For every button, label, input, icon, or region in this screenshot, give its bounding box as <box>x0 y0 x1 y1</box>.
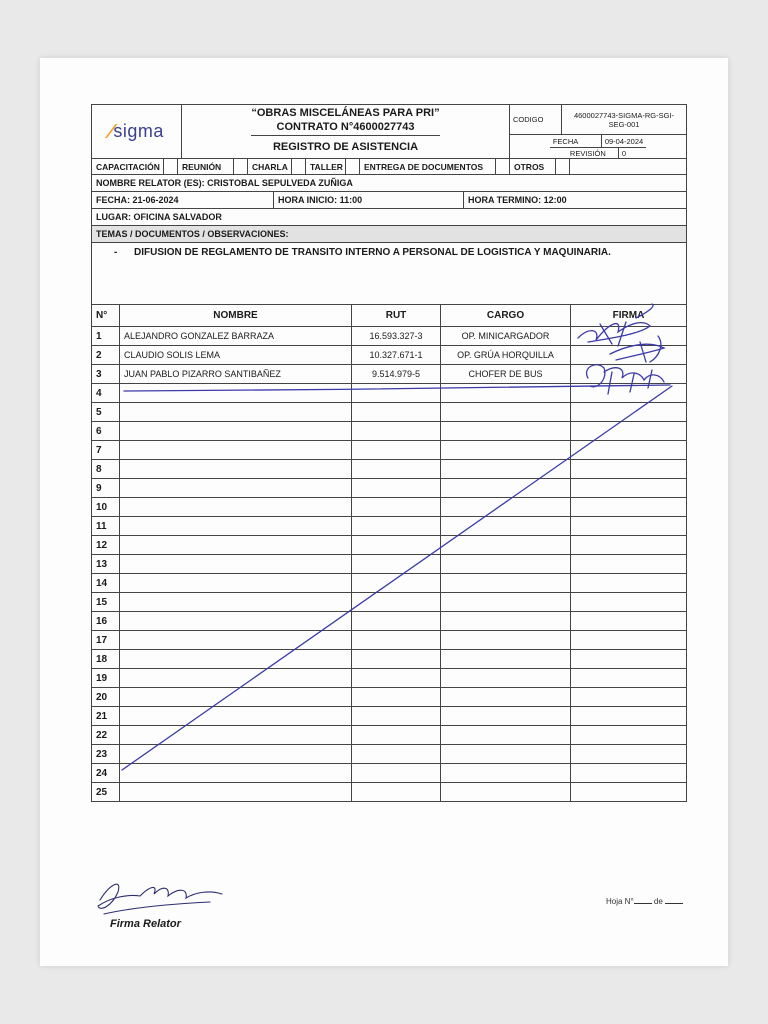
revision-value: 0 <box>621 148 627 158</box>
row-firma[interactable] <box>571 327 686 345</box>
row-firma[interactable] <box>571 669 686 687</box>
row-rut: 10.327.671-1 <box>352 346 441 364</box>
table-row <box>92 422 686 441</box>
attendance-rows <box>92 327 686 802</box>
row-number: 18 <box>92 650 120 668</box>
row-firma[interactable] <box>571 764 686 782</box>
row-nombre: CLAUDIO SOLIS LEMA <box>120 346 352 364</box>
logo-text: sigma <box>113 121 164 141</box>
row-number: 12 <box>92 536 120 554</box>
row-rut <box>352 612 441 630</box>
table-row <box>92 384 686 403</box>
row-number: 6 <box>92 422 120 440</box>
row-number: 3 <box>92 365 120 383</box>
row-number: 1 <box>92 327 120 345</box>
row-firma[interactable] <box>571 517 686 535</box>
form-header <box>92 105 686 159</box>
table-row <box>92 726 686 745</box>
row-firma[interactable] <box>571 460 686 478</box>
row-cargo <box>441 612 571 630</box>
row-nombre <box>120 555 352 573</box>
row-rut <box>352 460 441 478</box>
table-row <box>92 783 686 802</box>
table-row <box>92 460 686 479</box>
row-cargo <box>441 441 571 459</box>
page-number-field <box>606 895 683 906</box>
document-title: “OBRAS MISCELÁNEAS PARA PRI” <box>251 107 440 119</box>
row-firma[interactable] <box>571 403 686 421</box>
row-number: 22 <box>92 726 120 744</box>
row-rut <box>352 783 441 801</box>
row-nombre <box>120 593 352 611</box>
location-row <box>92 209 686 226</box>
col-rut: RUT <box>352 305 441 326</box>
row-number: 20 <box>92 688 120 706</box>
row-firma[interactable] <box>571 650 686 668</box>
end-time: HORA TERMINO: 12:00 <box>468 195 567 205</box>
row-nombre <box>120 460 352 478</box>
row-nombre <box>120 631 352 649</box>
row-cargo <box>441 574 571 592</box>
row-rut <box>352 498 441 516</box>
row-number: 21 <box>92 707 120 725</box>
row-number: 13 <box>92 555 120 573</box>
topic-item: DIFUSION DE REGLAMENTO DE TRANSITO INTERNO A PERSONAL DE LOGISTICA Y MAQUINARIA. <box>134 247 611 258</box>
table-row <box>92 593 686 612</box>
row-rut <box>352 707 441 725</box>
row-nombre <box>120 669 352 687</box>
row-number: 10 <box>92 498 120 516</box>
topic-bullet: - <box>114 247 118 258</box>
row-nombre <box>120 574 352 592</box>
row-rut <box>352 517 441 535</box>
row-firma[interactable] <box>571 688 686 706</box>
type-capacitacion: CAPACITACIÓN <box>92 159 164 174</box>
row-rut <box>352 422 441 440</box>
row-nombre <box>120 384 352 402</box>
firma-relator-label: Firma Relator <box>110 918 181 930</box>
checkbox-charla[interactable] <box>292 159 306 174</box>
row-rut <box>352 479 441 497</box>
row-nombre <box>120 517 352 535</box>
row-cargo <box>441 650 571 668</box>
row-cargo <box>441 745 571 763</box>
row-cargo <box>441 536 571 554</box>
row-number: 16 <box>92 612 120 630</box>
date-time-row <box>92 192 686 209</box>
col-num: N° <box>92 305 120 326</box>
row-rut <box>352 688 441 706</box>
row-nombre <box>120 403 352 421</box>
row-nombre <box>120 783 352 801</box>
codigo-label: CODIGO <box>510 105 562 134</box>
row-number: 5 <box>92 403 120 421</box>
revision-label: REVISIÓN <box>567 148 619 158</box>
checkbox-capacitacion[interactable] <box>164 159 178 174</box>
table-row <box>92 745 686 764</box>
row-rut <box>352 555 441 573</box>
row-number: 25 <box>92 783 120 801</box>
table-row <box>92 517 686 536</box>
otros-blank <box>570 159 686 174</box>
row-firma[interactable] <box>571 707 686 725</box>
row-firma[interactable] <box>571 745 686 763</box>
row-firma[interactable] <box>571 441 686 459</box>
col-cargo: CARGO <box>441 305 571 326</box>
col-firma: FIRMA <box>612 310 645 321</box>
row-nombre <box>120 441 352 459</box>
hoja-blank[interactable] <box>634 895 652 904</box>
row-firma[interactable] <box>571 593 686 611</box>
row-rut <box>352 669 441 687</box>
row-rut <box>352 536 441 554</box>
table-row <box>92 498 686 517</box>
table-row <box>92 707 686 726</box>
row-rut <box>352 745 441 763</box>
table-row <box>92 479 686 498</box>
table-row <box>92 441 686 460</box>
fecha-label: FECHA <box>550 135 602 147</box>
row-firma[interactable] <box>571 422 686 440</box>
location: LUGAR: OFICINA SALVADOR <box>96 212 222 222</box>
row-cargo: OP. MINICARGADOR <box>441 327 571 345</box>
row-cargo <box>441 631 571 649</box>
type-entrega: ENTREGA DE DOCUMENTOS <box>360 159 496 174</box>
table-row <box>92 346 686 365</box>
title-block <box>182 105 510 158</box>
table-row <box>92 536 686 555</box>
row-cargo: CHOFER DE BUS <box>441 365 571 383</box>
row-nombre <box>120 764 352 782</box>
checkbox-taller[interactable] <box>346 159 360 174</box>
row-number: 15 <box>92 593 120 611</box>
contract-number: CONTRATO N°4600027743 <box>276 121 415 133</box>
company-logo <box>92 105 182 158</box>
row-rut <box>352 650 441 668</box>
fecha-value: 09-04-2024 <box>604 136 644 146</box>
row-cargo <box>441 403 571 421</box>
row-rut <box>352 403 441 421</box>
row-firma[interactable] <box>571 384 686 402</box>
checkbox-entrega[interactable] <box>496 159 510 174</box>
row-rut <box>352 384 441 402</box>
row-rut <box>352 764 441 782</box>
row-cargo <box>441 688 571 706</box>
row-firma[interactable] <box>571 612 686 630</box>
col-nombre: NOMBRE <box>120 305 352 326</box>
de-label: de <box>653 897 663 906</box>
row-nombre <box>120 479 352 497</box>
type-otros: OTROS <box>510 159 556 174</box>
row-cargo <box>441 498 571 516</box>
row-cargo <box>441 384 571 402</box>
row-cargo <box>441 726 571 744</box>
row-nombre <box>120 498 352 516</box>
type-reunion: REUNIÓN <box>178 159 234 174</box>
table-row <box>92 403 686 422</box>
row-nombre: JUAN PABLO PIZARRO SANTIBAÑEZ <box>120 365 352 383</box>
row-firma[interactable] <box>571 726 686 744</box>
type-taller: TALLER <box>306 159 346 174</box>
table-row <box>92 574 686 593</box>
row-cargo <box>441 460 571 478</box>
row-nombre <box>120 650 352 668</box>
checkbox-otros[interactable] <box>556 159 570 174</box>
row-firma[interactable] <box>571 783 686 801</box>
relator-name: NOMBRE RELATOR (ES): CRISTOBAL SEPULVEDA ZUÑIGA <box>96 178 353 188</box>
row-number: 24 <box>92 764 120 782</box>
row-number: 2 <box>92 346 120 364</box>
attendance-form <box>91 104 687 802</box>
row-number: 8 <box>92 460 120 478</box>
session-date: FECHA: 21-06-2024 <box>92 192 274 208</box>
form-subtitle: REGISTRO DE ASISTENCIA <box>272 141 419 153</box>
row-rut: 9.514.979-5 <box>352 365 441 383</box>
row-cargo <box>441 422 571 440</box>
row-firma[interactable] <box>571 555 686 573</box>
row-cargo <box>441 517 571 535</box>
table-row <box>92 764 686 783</box>
checkbox-reunion[interactable] <box>234 159 248 174</box>
table-row <box>92 365 686 384</box>
row-nombre <box>120 707 352 725</box>
row-nombre <box>120 536 352 554</box>
row-nombre <box>120 688 352 706</box>
topics-row <box>92 243 686 305</box>
activity-type-row <box>92 159 686 175</box>
table-row <box>92 555 686 574</box>
row-firma[interactable] <box>571 631 686 649</box>
table-row <box>92 327 686 346</box>
row-firma[interactable] <box>571 498 686 516</box>
row-firma[interactable] <box>571 574 686 592</box>
row-number: 23 <box>92 745 120 763</box>
row-firma[interactable] <box>571 536 686 554</box>
row-rut <box>352 726 441 744</box>
row-nombre <box>120 745 352 763</box>
row-number: 7 <box>92 441 120 459</box>
table-row <box>92 669 686 688</box>
de-blank[interactable] <box>665 895 683 904</box>
row-number: 9 <box>92 479 120 497</box>
type-charla: CHARLA <box>248 159 292 174</box>
table-row <box>92 631 686 650</box>
row-firma[interactable] <box>571 346 686 364</box>
row-number: 14 <box>92 574 120 592</box>
codigo-value: 4600027743-SIGMA-RG-SGI-SEG-001 <box>573 110 675 129</box>
relator-row <box>92 175 686 192</box>
row-cargo <box>441 669 571 687</box>
table-row <box>92 688 686 707</box>
row-number: 4 <box>92 384 120 402</box>
row-cargo <box>441 555 571 573</box>
row-number: 11 <box>92 517 120 535</box>
row-cargo <box>441 783 571 801</box>
row-firma[interactable] <box>571 479 686 497</box>
row-firma[interactable] <box>571 365 686 383</box>
row-nombre <box>120 612 352 630</box>
row-number: 19 <box>92 669 120 687</box>
row-cargo <box>441 707 571 725</box>
row-number: 17 <box>92 631 120 649</box>
row-rut <box>352 593 441 611</box>
document-meta <box>510 105 686 158</box>
row-rut <box>352 631 441 649</box>
row-cargo <box>441 593 571 611</box>
row-nombre <box>120 726 352 744</box>
table-row <box>92 612 686 631</box>
topics-label: TEMAS / DOCUMENTOS / OBSERVACIONES: <box>96 229 289 239</box>
row-rut: 16.593.327-3 <box>352 327 441 345</box>
table-row <box>92 650 686 669</box>
row-rut <box>352 574 441 592</box>
row-rut <box>352 441 441 459</box>
table-header <box>92 305 686 327</box>
topics-header-row <box>92 226 686 243</box>
hoja-label: Hoja N° <box>606 897 634 906</box>
row-cargo <box>441 764 571 782</box>
start-time: HORA INICIO: 11:00 <box>274 192 464 208</box>
row-nombre: ALEJANDRO GONZALEZ BARRAZA <box>120 327 352 345</box>
row-cargo <box>441 479 571 497</box>
logo-mark-icon: ⁄ <box>109 120 113 143</box>
row-nombre <box>120 422 352 440</box>
row-cargo: OP. GRÚA HORQUILLA <box>441 346 571 364</box>
